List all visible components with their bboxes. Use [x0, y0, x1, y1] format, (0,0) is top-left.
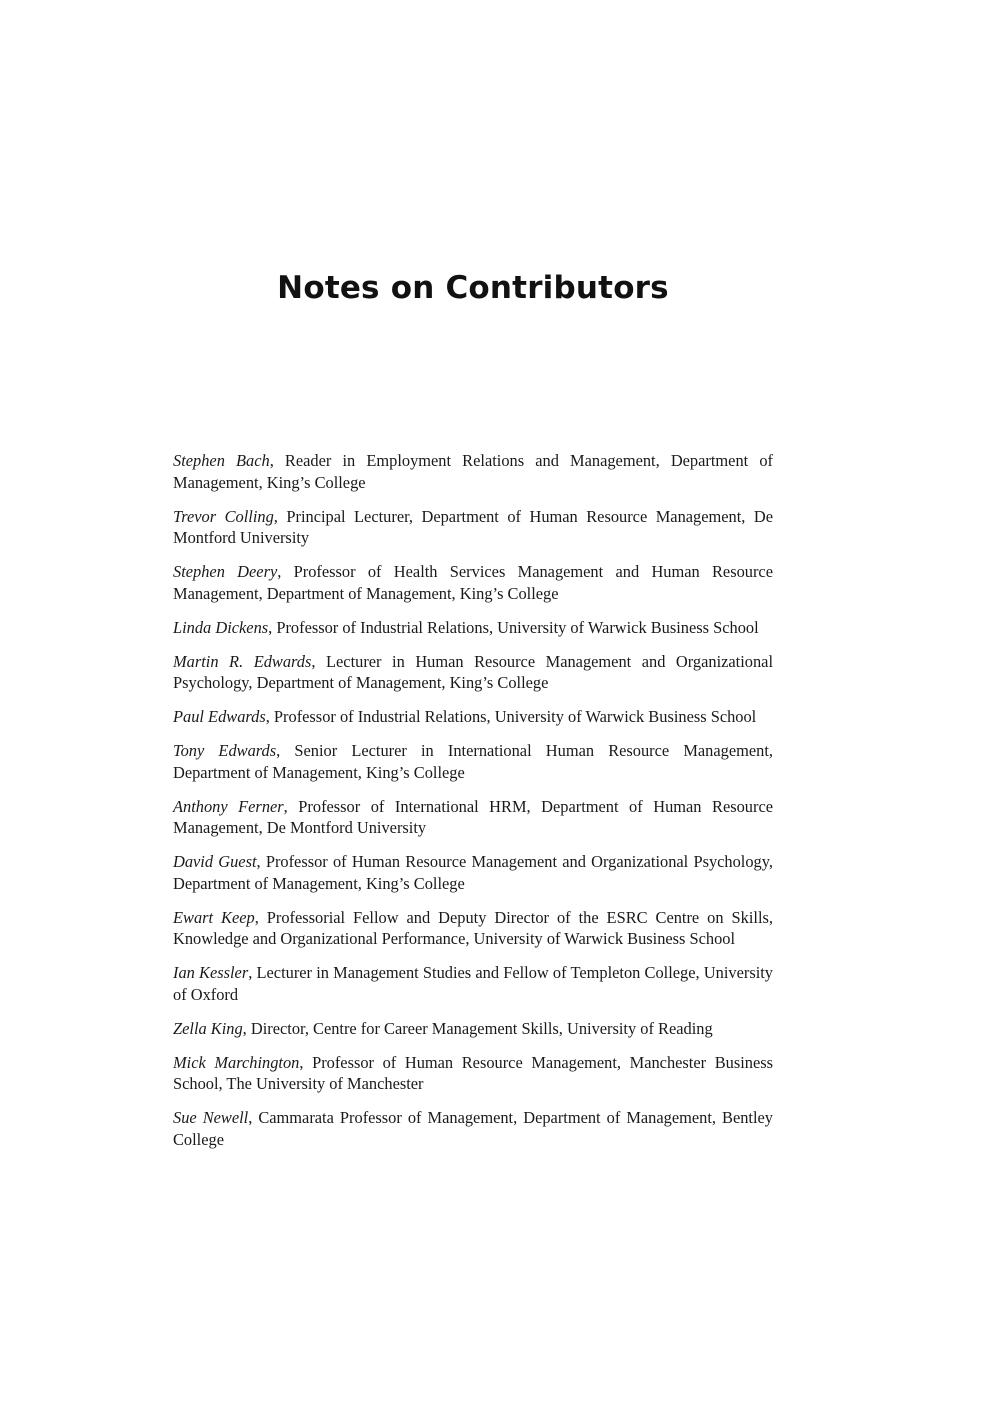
contributor-list: [173, 450, 773, 1163]
contributor-name: David Guest: [173, 852, 257, 871]
contributor-name: Zella King: [173, 1018, 243, 1038]
contributor-affiliation: , Professor of Health Services Management and Human Resource Management, Department of Management, King’s College: [173, 562, 773, 603]
contributor-name: Linda Dickens: [173, 617, 269, 637]
contributor-entry: [173, 962, 773, 1005]
contributor-affiliation: , Professor of Human Resource Management and Organizational Psychology, Department of Management, King’s College: [173, 852, 773, 893]
contributor-name: Anthony Ferner: [173, 796, 284, 816]
contributor-affiliation: , Professorial Fellow and Deputy Director of the ESRC Centre on Skills, Knowledge and Organizational Performance, University of Warwick Business School: [173, 907, 773, 948]
contributor-name: Paul Edwards: [173, 707, 266, 726]
contributor-entry: [173, 506, 773, 549]
contributor-entry: [173, 1018, 773, 1040]
contributor-name: Ian Kessler: [173, 963, 249, 982]
contributor-name: Tony Edwards: [173, 741, 277, 760]
contributor-affiliation: , Cammarata Professor of Management, Department of Management, Bentley College: [173, 1108, 773, 1149]
contributor-name: Martin R. Edwards: [173, 651, 312, 671]
contributor-affiliation: , Director, Centre for Career Management Skills, University of Reading: [242, 1018, 713, 1038]
contributor-name: Sue Newell: [173, 1108, 249, 1127]
contributor-name: Stephen Bach: [173, 451, 270, 470]
contributor-affiliation: , Lecturer in Human Resource Management and Organizational Psychology, Department of Management, King’s College: [173, 651, 774, 692]
contributor-entry: [173, 796, 773, 839]
contributor-name: Mick Marchington: [173, 1052, 300, 1072]
contributor-affiliation: , Reader in Employment Relations and Management, Department of Management, King’s College: [173, 451, 773, 492]
contributor-affiliation: , Professor of Industrial Relations, University of Warwick Business School: [268, 617, 759, 637]
contributor-entry: [173, 851, 773, 894]
page-title: Notes on Contributors: [277, 270, 669, 306]
contributor-name: Trevor Colling: [173, 506, 274, 526]
contributor-entry: [173, 706, 773, 728]
contributor-affiliation: , Professor of International HRM, Department of Human Resource Management, De Montford University: [173, 796, 773, 837]
contributor-entry: [173, 740, 773, 783]
contributor-affiliation: , Principal Lecturer, Department of Human Resource Management, De Montford University: [173, 506, 773, 547]
contributor-entry: [173, 450, 773, 493]
contributor-entry: [173, 617, 773, 639]
contributor-affiliation: , Professor of Human Resource Management, Manchester Business School, The University of Manchester: [173, 1052, 773, 1093]
contributor-entry: [173, 651, 773, 694]
contributor-name: Stephen Deery: [173, 562, 278, 581]
contributor-affiliation: , Professor of Industrial Relations, University of Warwick Business School: [265, 707, 757, 726]
contributor-entry: [173, 561, 773, 604]
contributor-name: Ewart Keep: [173, 907, 255, 927]
contributor-affiliation: , Senior Lecturer in International Human Resource Management, Department of Management, King’s College: [173, 741, 773, 782]
contributor-entry: [173, 1107, 773, 1150]
contributor-entry: [173, 907, 773, 950]
contributor-affiliation: , Lecturer in Management Studies and Fellow of Templeton College, University of Oxford: [173, 963, 773, 1004]
contributor-entry: [173, 1052, 773, 1095]
